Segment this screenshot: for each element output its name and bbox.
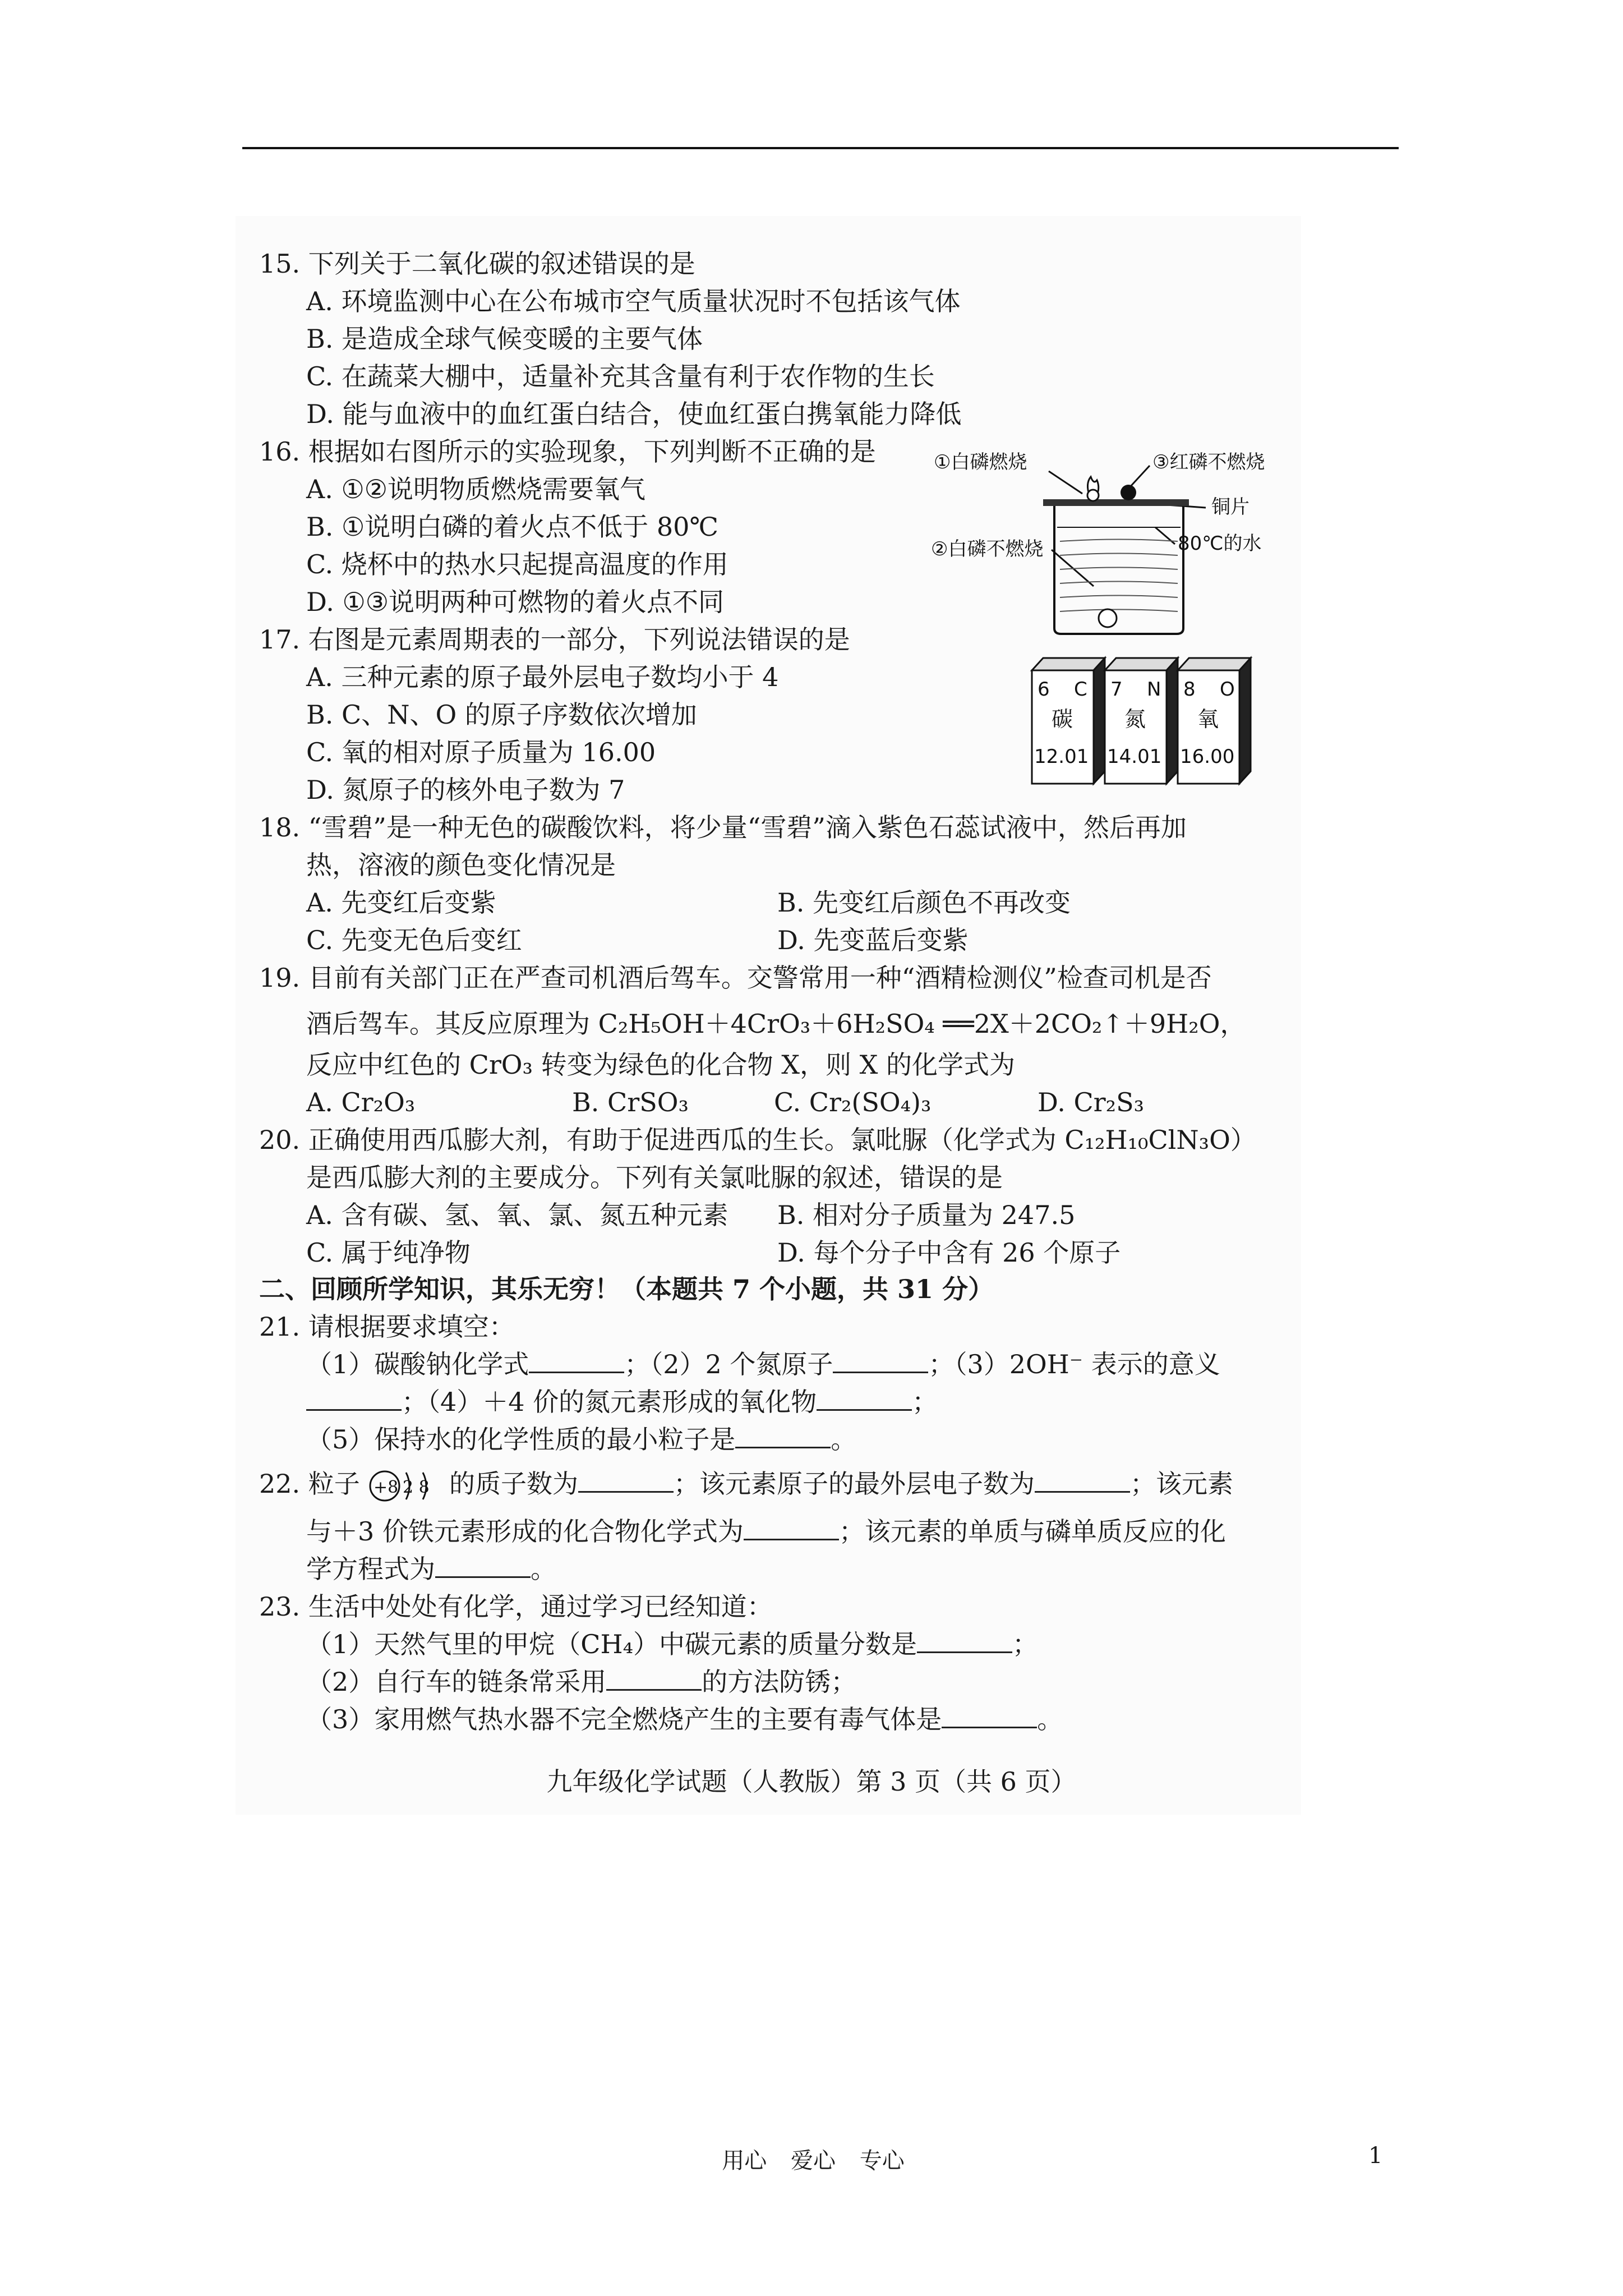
q19-option-a: A. Cr₂O₃ <box>306 1087 416 1117</box>
svg-text:氧: 氧 <box>1197 707 1219 731</box>
q18-stem-line1: 18. “雪碧”是一种无色的碳酸饮料，将少量“雪碧”滴入紫色石蕊试液中，然后再加 <box>259 812 1187 843</box>
q15-option-c: C. 在蔬菜大棚中，适量补充其含量有利于农作物的生长 <box>306 361 935 392</box>
fig-label-red-phosphorus-not-burning: ③红磷不燃烧 <box>1152 451 1265 473</box>
oxygen-atom-structure-icon <box>368 1468 441 1504</box>
q16-stem: 16. 根据如右图所示的实验现象，下列判断不正确的是 <box>259 436 876 467</box>
element-tile-oxygen <box>1178 658 1251 784</box>
q22-line2: 与＋3 价铁元素形成的化合物化学式为 ；该元素的单质与磷单质反应的化 <box>306 1516 1226 1547</box>
q20-option-b: B. 相对分子质量为 247.5 <box>777 1200 1076 1230</box>
q17-stem: 17. 右图是元素周期表的一部分，下列说法错误的是 <box>259 624 850 655</box>
q16-option-b: B. ①说明白磷的着火点不低于 80℃ <box>306 512 718 542</box>
q22-line3: 学方程式为 。 <box>306 1554 556 1584</box>
svg-text:14.01: 14.01 <box>1107 746 1162 768</box>
svg-text:6: 6 <box>1038 678 1050 701</box>
svg-text:C: C <box>1074 678 1087 701</box>
element-tile-nitrogen <box>1105 658 1178 784</box>
answer-blank[interactable] <box>306 1387 402 1411</box>
q18-option-c: C. 先变无色后变红 <box>306 925 522 955</box>
answer-blank[interactable] <box>817 1387 912 1411</box>
q23-line3: （3）家用燃气热水器不完全燃烧产生的主要有毒气体是 。 <box>306 1704 1063 1734</box>
svg-text:+8: +8 <box>374 1478 399 1497</box>
answer-blank[interactable] <box>917 1629 1012 1653</box>
q18-option-d: D. 先变蓝后变紫 <box>777 925 969 955</box>
q20-option-a: A. 含有碳、氢、氧、氯、氮五种元素 <box>306 1200 728 1230</box>
q16-option-a: A. ①②说明物质燃烧需要氧气 <box>306 474 645 504</box>
q17-option-a: A. 三种元素的原子最外层电子数均小于 4 <box>306 662 779 692</box>
q20-option-c: C. 属于纯净物 <box>306 1237 471 1268</box>
answer-blank[interactable] <box>529 1349 624 1373</box>
page-footer: 九年级化学试题（人教版）第 3 页（共 6 页） <box>546 1766 1077 1797</box>
answer-blank[interactable] <box>1035 1469 1130 1493</box>
q21-line1: （1）碳酸钠化学式 ；（2）2 个氮原子 ；（3）2OH⁻ 表示的意义 <box>306 1349 1220 1379</box>
svg-text:N: N <box>1147 678 1161 701</box>
q22-line1: 22. 粒子 +8 2 8 的质子数为 ；该元素原子的最外层电子数为 ；该元素 <box>259 1467 1233 1504</box>
answer-blank[interactable] <box>744 1516 839 1540</box>
q19-option-c: C. Cr₂(SO₄)₃ <box>774 1087 932 1117</box>
svg-text:碳: 碳 <box>1052 707 1073 731</box>
copper-sheet-icon <box>1043 499 1189 506</box>
q20-stem-line2: 是西瓜膨大剂的主要成分。下列有关氯吡脲的叙述，错误的是 <box>306 1162 1003 1193</box>
q15-option-a: A. 环境监测中心在公布城市空气质量状况时不包括该气体 <box>306 286 961 316</box>
svg-text:氮: 氮 <box>1124 707 1146 731</box>
q16-option-d: D. ①③说明两种可燃物的着火点不同 <box>306 587 724 617</box>
q21-line3: （5）保持水的化学性质的最小粒子是 。 <box>306 1424 857 1455</box>
q19-stem-line1: 19. 目前有关部门正在严查司机酒后驾车。交警常用一种“酒精检测仪”检查司机是否 <box>259 963 1212 993</box>
q21-line2: ；（4）＋4 价的氮元素形成的氧化物 ； <box>306 1385 938 1419</box>
svg-text:8: 8 <box>1183 678 1196 701</box>
q23-line2: （2）自行车的链条常采用 的方法防锈； <box>306 1667 857 1697</box>
svg-text:12.01: 12.01 <box>1034 746 1089 768</box>
combustion-experiment-figure <box>931 443 1295 645</box>
svg-text:O: O <box>1220 678 1235 701</box>
red-phosphorus-icon <box>1121 485 1136 500</box>
answer-blank[interactable] <box>606 1667 702 1691</box>
header-rule <box>242 147 1399 149</box>
q19-option-d: D. Cr₂S₃ <box>1038 1087 1145 1117</box>
svg-text:16.00: 16.00 <box>1180 746 1235 768</box>
fig-label-white-phosphorus-not-burning: ②白磷不燃烧 <box>931 538 1044 560</box>
q19-reaction-equation: 酒后驾车。其反应原理为 C₂H₅OH＋4CrO₃＋6H₂SO₄ ══2X＋2CO₂↑＋9H₂O， <box>306 1009 1246 1039</box>
q15-option-d: D. 能与血液中的血红蛋白结合，使血红蛋白携氧能力降低 <box>306 399 962 429</box>
q17-option-b: B. C、N、O 的原子序数依次增加 <box>306 700 697 730</box>
q18-stem-line2: 热，溶液的颜色变化情况是 <box>306 850 616 880</box>
q20-stem-line1: 20. 正确使用西瓜膨大剂，有助于促进西瓜的生长。氯吡脲（化学式为 C₁₂H₁₀ClN₃O） <box>259 1125 1256 1155</box>
q17-option-d: D. 氮原子的核外电子数为 7 <box>306 775 625 805</box>
page-number: 1 <box>1368 2143 1383 2169</box>
fig-label-hot-water: 80℃的水 <box>1178 532 1262 555</box>
answer-blank[interactable] <box>578 1469 674 1493</box>
answer-blank[interactable] <box>833 1349 928 1373</box>
fig-label-copper-sheet: 铜片 <box>1211 496 1249 518</box>
element-tile-carbon <box>1032 658 1105 784</box>
periodic-table-fragment <box>1026 654 1262 794</box>
q16-option-c: C. 烧杯中的热水只起提高温度的作用 <box>306 549 728 579</box>
svg-text:7: 7 <box>1110 678 1123 701</box>
q18-option-b: B. 先变红后颜色不再改变 <box>777 887 1071 918</box>
q20-option-d: D. 每个分子中含有 26 个原子 <box>777 1237 1121 1268</box>
section-two-heading: 二、回顾所学知识，其乐无穷！（本题共 7 个小题，共 31 分） <box>259 1274 994 1304</box>
answer-blank[interactable] <box>435 1554 531 1578</box>
fig-label-white-phosphorus-burning: ①白磷燃烧 <box>934 451 1027 473</box>
q15-stem: 15. 下列关于二氧化碳的叙述错误的是 <box>259 249 695 279</box>
bottom-slogan: 用心 爱心 专心 <box>722 2148 905 2174</box>
q17-option-c: C. 氧的相对原子质量为 16.00 <box>306 737 656 767</box>
answer-blank[interactable] <box>735 1424 831 1448</box>
q23-line1: （1）天然气里的甲烷（CH₄）中碳元素的质量分数是 ； <box>306 1629 1039 1659</box>
q19-option-b: B. CrSO₃ <box>572 1087 689 1117</box>
q15-option-b: B. 是造成全球气候变暖的主要气体 <box>306 324 703 354</box>
q18-option-a: A. 先变红后变紫 <box>306 887 496 918</box>
q21-stem: 21. 请根据要求填空： <box>259 1312 515 1342</box>
answer-blank[interactable] <box>942 1704 1037 1728</box>
svg-text:2 8: 2 8 <box>403 1478 430 1497</box>
q19-stem-line3: 反应中红色的 CrO₃ 转变为绿色的化合物 X，则 X 的化学式为 <box>306 1050 1015 1080</box>
q23-stem: 23. 生活中处处有化学，通过学习已经知道： <box>259 1591 773 1622</box>
